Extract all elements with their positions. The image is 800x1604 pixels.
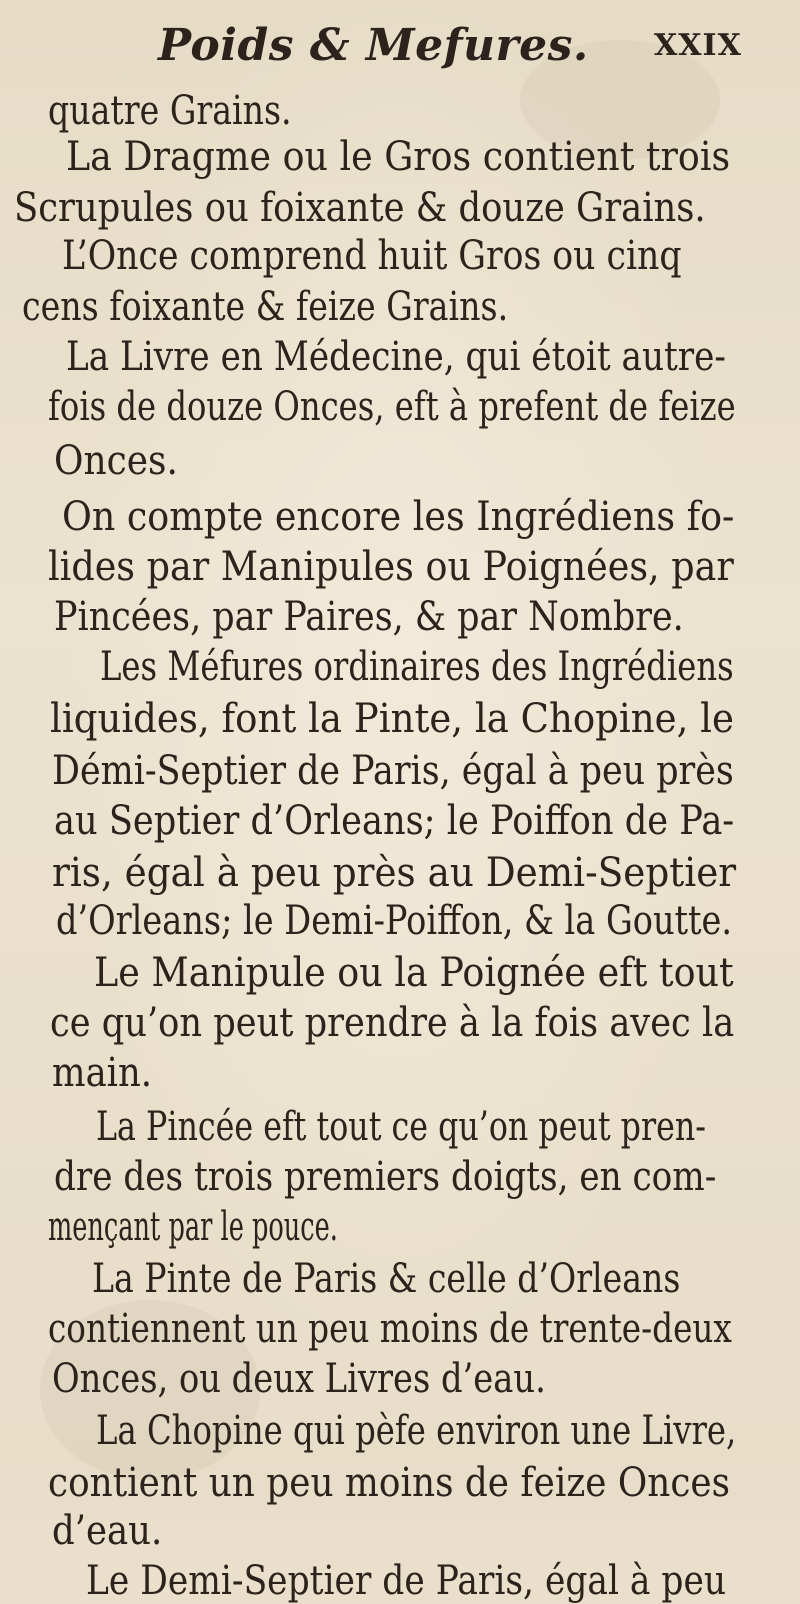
text-line: La Pincée eft tout ce qu’on peut pren- xyxy=(96,1104,706,1150)
text-line: d’eau. xyxy=(52,1508,163,1554)
text-line: ris, égal à peu près au Demi-Septier xyxy=(52,850,737,896)
text-line: Pincées, par Paires, & par Nombre. xyxy=(54,594,684,640)
text-line: fois de douze Onces, eft à prefent de feize xyxy=(48,384,736,430)
text-line: La Chopine qui pèfe environ une Livre, xyxy=(96,1408,737,1454)
text-line: Onces. xyxy=(54,438,178,484)
text-line: liquides, font la Pinte, la Chopine, le xyxy=(50,696,734,742)
text-line: dre des trois premiers doigts, en com- xyxy=(54,1154,717,1200)
text-line: On compte encore les Ingrédiens fo- xyxy=(62,494,735,540)
text-line: mençant par le pouce. xyxy=(48,1204,338,1250)
text-line: Le Manipule ou la Poignée eft tout xyxy=(94,950,734,996)
text-line: quatre Grains. xyxy=(48,88,292,134)
text-line: La Livre en Médecine, qui étoit autre- xyxy=(66,334,726,380)
text-line: contiennent un peu moins de trente-deux xyxy=(48,1306,732,1352)
text-line: Démi-Septier de Paris, égal à peu près xyxy=(52,748,734,794)
text-line: ce qu’on peut prendre à la fois avec la xyxy=(50,1000,735,1046)
text-line: cens foixante & feize Grains. xyxy=(22,284,509,330)
running-head: Poids & Mefures. xyxy=(158,20,589,71)
text-line: Scrupules ou foixante & douze Grains. xyxy=(14,185,706,231)
page-number: XXIX xyxy=(654,28,742,63)
text-line: lides par Manipules ou Poignées, par xyxy=(48,544,734,590)
text-line: au Septier d’Orleans; le Poiffon de Pa- xyxy=(54,798,735,844)
page-header xyxy=(0,18,800,78)
text-line: Onces, ou deux Livres d’eau. xyxy=(52,1356,546,1402)
text-line: Les Méfures ordinaires des Ingrédiens xyxy=(100,644,734,690)
text-line: La Pinte de Paris & celle d’Orleans xyxy=(92,1256,681,1302)
text-line: contient un peu moins de feize Onces xyxy=(48,1460,731,1506)
text-line: L’Once comprend huit Gros ou cinq xyxy=(62,233,682,279)
text-line: Le Demi-Septier de Paris, égal à peu xyxy=(86,1558,727,1604)
text-line: La Dragme ou le Gros contient trois xyxy=(66,134,731,180)
text-line: main. xyxy=(52,1050,153,1096)
text-line: d’Orleans; le Demi-Poiffon, & la Goutte. xyxy=(56,898,733,944)
